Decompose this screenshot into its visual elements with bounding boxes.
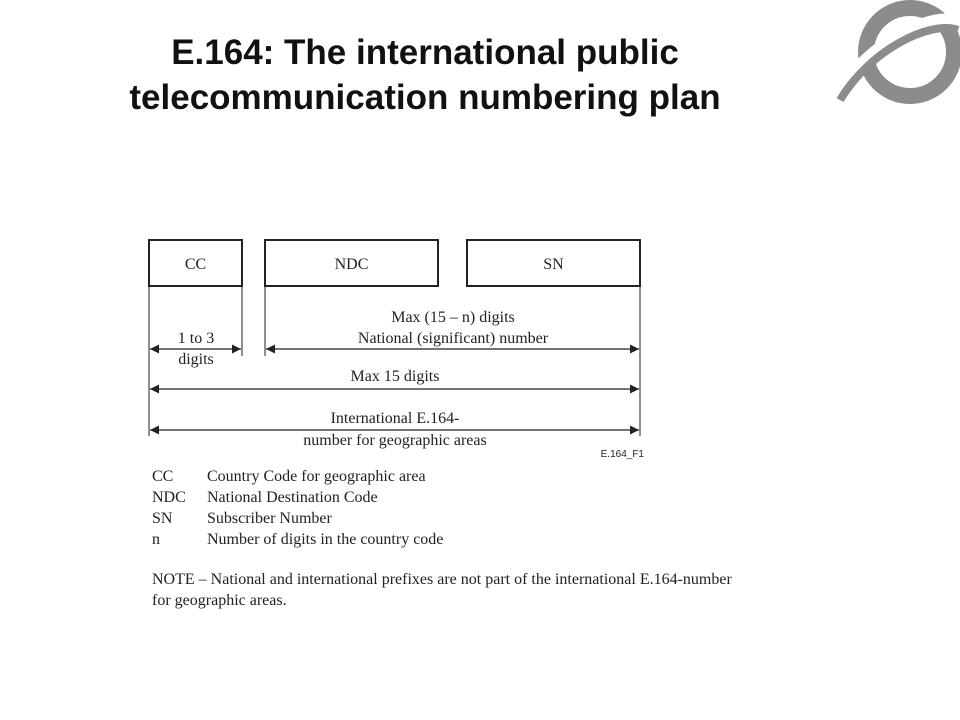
title-line-2: telecommunication numbering plan [129,78,721,117]
national-range-label-2: National (significant) number [357,330,549,347]
international-range-label-2: number for geographic areas [303,432,487,449]
legend-abbr: n [152,531,160,548]
legend-row [152,487,443,508]
legend-desc: Country Code for geographic area [207,468,426,485]
international-range-label-1: International E.164- [330,410,460,427]
legend-row [152,466,443,487]
cc-box-label: CC [184,256,207,273]
legend-row [152,508,443,529]
legend [152,466,443,550]
title-line-1: E.164: The international public [171,33,679,72]
legend-desc: Number of digits in the country code [207,531,444,548]
sn-box-label: SN [543,256,564,273]
legend-abbr: SN [152,510,173,527]
cc-range-label-2: digits [178,351,214,368]
note-line-2: for geographic areas. [152,592,287,609]
legend-abbr: NDC [152,489,186,506]
legend-abbr: CC [152,468,174,485]
figure-id: E.164_F1 [600,449,644,460]
legend-desc: National Destination Code [207,489,378,506]
cc-range-label-1: 1 to 3 [177,330,215,347]
note-line-1: NOTE – National and international prefixes are not part of the international E.164-number [152,571,732,588]
max-range-label: Max 15 digits [350,368,440,385]
legend-row [152,529,443,550]
ndc-box-label: NDC [334,256,369,273]
legend-desc: Subscriber Number [207,510,332,527]
note [152,569,832,611]
national-range-label-1: Max (15 – n) digits [391,309,515,326]
